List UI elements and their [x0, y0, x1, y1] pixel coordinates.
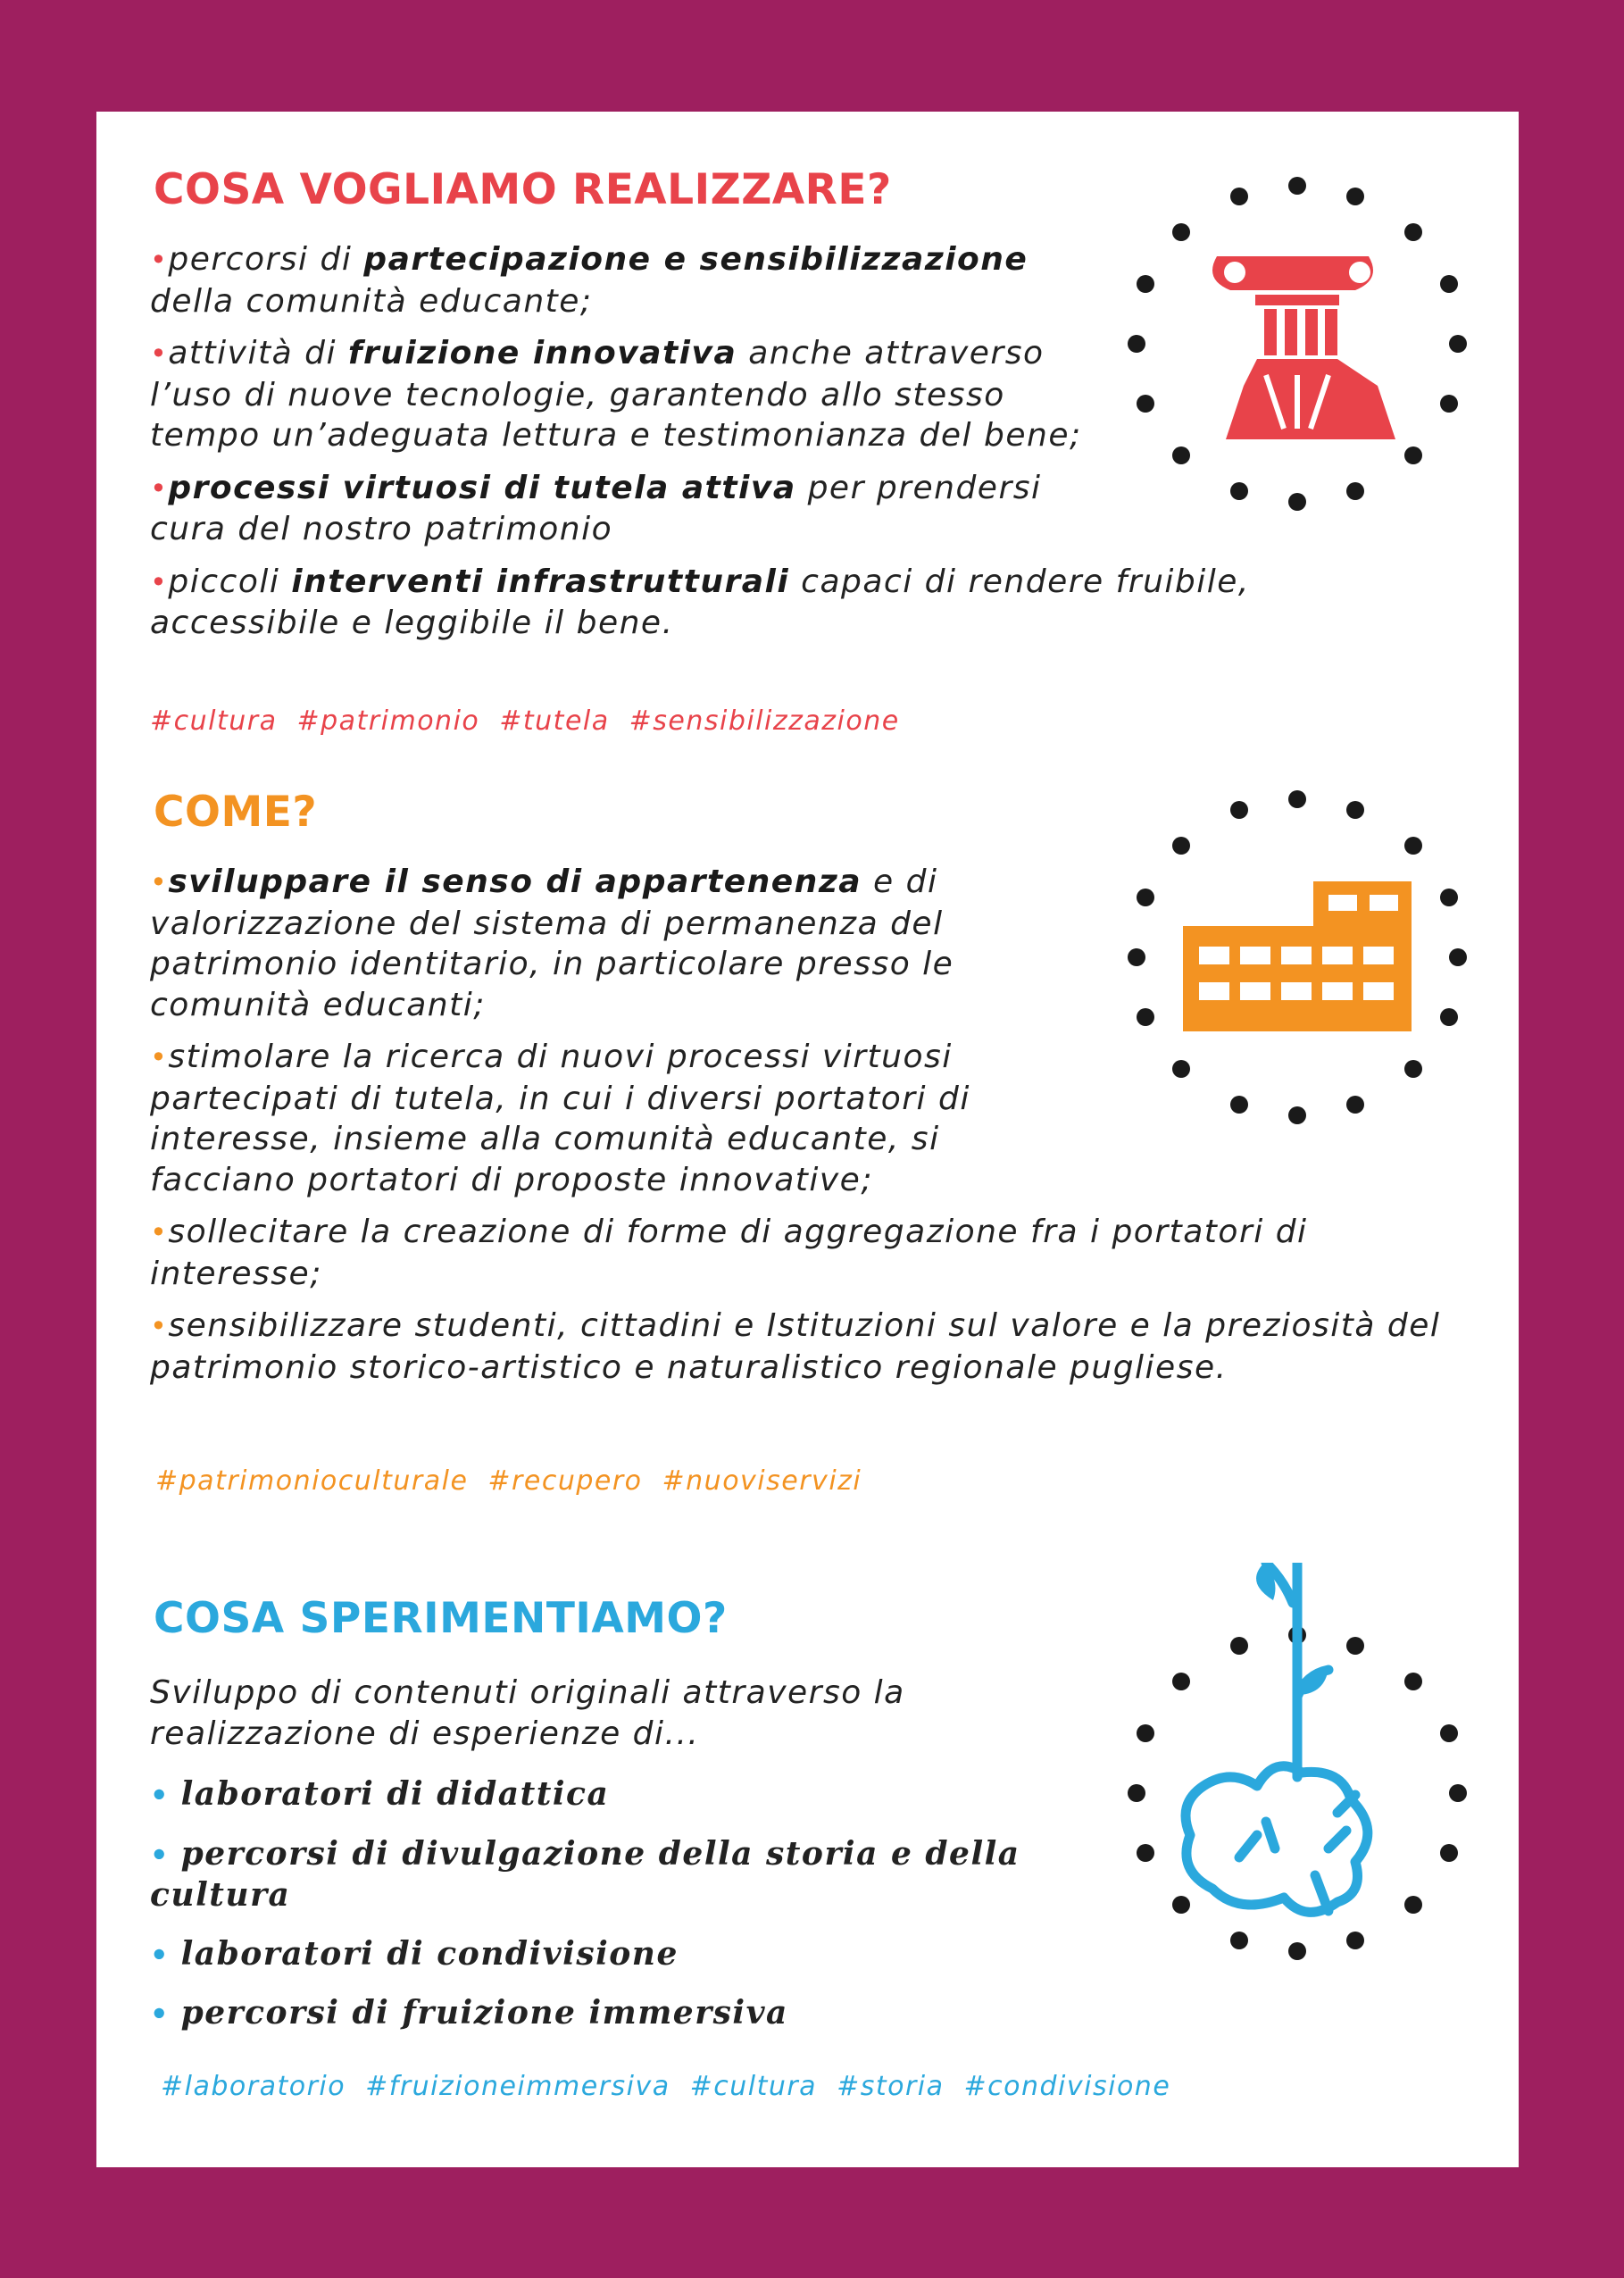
list-item: •processi virtuosi di tutela attiva per prendersi cura del nostro patrimonio: [150, 469, 1042, 547]
section-title-experiment: COSA SPERIMENTIAMO?: [154, 1594, 728, 1643]
list-item: •percorsi di partecipazione e sensibilizzazione della comunità educante;: [150, 241, 1029, 320]
experiment-list: [150, 1774, 1132, 2053]
column-capital-icon: [1123, 170, 1471, 518]
list-item: •sollecitare la creazione di forme di aggregazione fra i portatori di interesse;: [150, 1214, 1308, 1292]
list-item: •stimolare la ricerca di nuovi processi virtuosi partecipati di tutela, in cui i diversi portatori di interesse, insieme alla comunità educante, si facciano portatori di proposte innovative;: [150, 1039, 970, 1198]
list-item: •piccoli interventi infrastrutturali capaci di rendere fruibile, accessibile e leggibile il bene.: [150, 563, 1250, 641]
list-item: •sviluppare il senso di appartenenza e di valorizzazione del sistema di permanenza del patrimonio identitario, in particolare presso le comunità educanti;: [150, 864, 954, 1023]
list-item: •sensibilizzare studenti, cittadini e Istituzioni sul valore e la preziosità del patrimonio storico-artistico e naturalistico regionale pugliese.: [150, 1307, 1441, 1386]
section-title-what: COSA VOGLIAMO REALIZZARE?: [154, 165, 892, 214]
list-item: •attività di fruizione innovativa anche attraverso l’uso di nuove tecnologie, garantendo allo stesso tempo un’adeguata lettura e testimonianza del bene;: [150, 335, 1082, 454]
list-item: • percorsi di divulgazione della storia e della cultura: [150, 1834, 1020, 1914]
list-item: • laboratori di condivisione: [150, 1934, 679, 1973]
tags-experiment: #laboratorio #fruizioneimmersiva #cultura #storia #condivisione: [161, 2071, 1171, 2102]
experiment-intro: Sviluppo di contenuti originali attraverso la realizzazione di esperienze di...: [150, 1674, 905, 1752]
list-item: • percorsi di fruizione immersiva: [150, 1994, 788, 2032]
building-icon: [1123, 783, 1471, 1131]
what-list: [150, 239, 1250, 655]
tags-what: #cultura #patrimonio #tutela #sensibilizzazione: [150, 705, 900, 737]
brain-plant-icon: [1123, 1563, 1471, 1965]
content-panel: [96, 112, 1519, 2167]
tags-how: #patrimonioculturale #recupero #nuoviservizi: [155, 1465, 862, 1497]
list-item: • laboratori di didattica: [150, 1775, 610, 1813]
section-title-how: COME?: [154, 788, 318, 837]
